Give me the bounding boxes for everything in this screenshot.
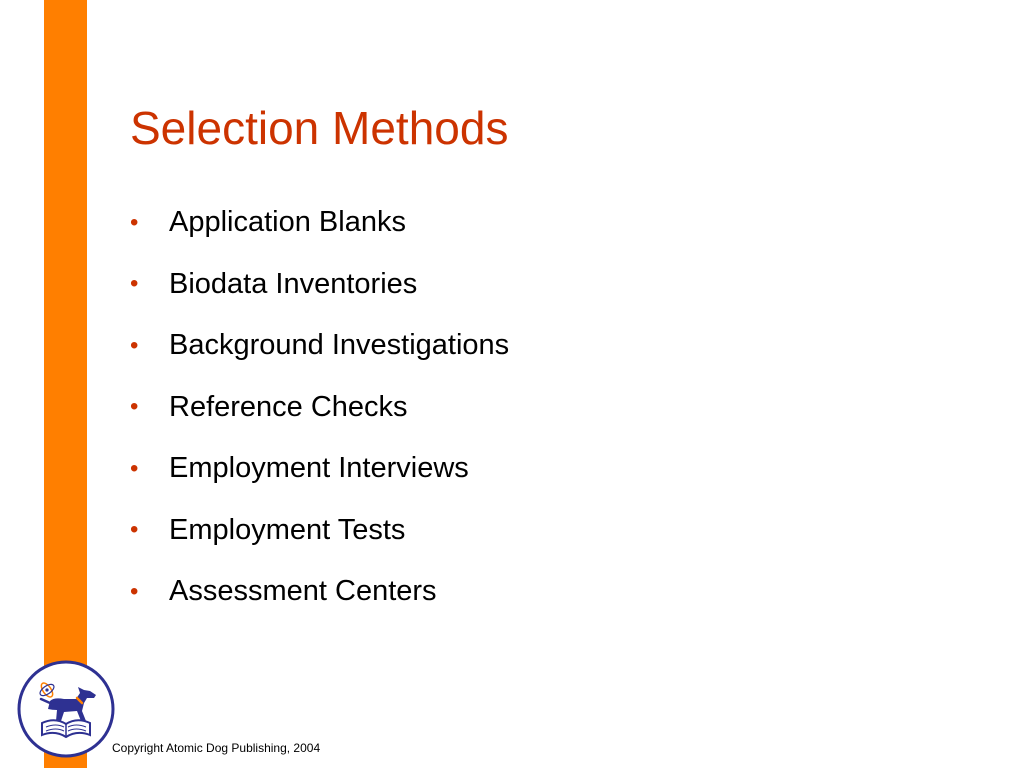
bullet-icon: • [130, 270, 139, 298]
atomic-dog-logo-icon [16, 659, 116, 759]
slide-title: Selection Methods [130, 102, 509, 154]
orange-accent-bar [44, 0, 87, 768]
bullet-icon: • [130, 208, 139, 236]
list-item [130, 315, 509, 377]
list-item [130, 561, 509, 623]
list-item [130, 254, 509, 316]
list-item [130, 192, 509, 254]
list-item [130, 500, 509, 562]
list-item-label: Employment Tests [169, 513, 406, 546]
list-item-label: Employment Interviews [169, 452, 469, 485]
bullet-icon: • [130, 454, 139, 482]
list-item-label: Biodata Inventories [169, 267, 418, 300]
list-item-label: Reference Checks [169, 390, 408, 423]
list-item [130, 377, 509, 439]
bullet-icon: • [130, 516, 139, 544]
list-item-label: Application Blanks [169, 206, 406, 239]
copyright-text: Copyright Atomic Dog Publishing, 2004 [112, 741, 321, 755]
list-item-label: Assessment Centers [169, 575, 437, 608]
bullet-list [130, 192, 509, 623]
bullet-icon: • [130, 331, 139, 359]
list-item [130, 438, 509, 500]
bullet-icon: • [130, 577, 139, 605]
list-item-label: Background Investigations [169, 329, 510, 362]
bullet-icon: • [130, 393, 139, 421]
